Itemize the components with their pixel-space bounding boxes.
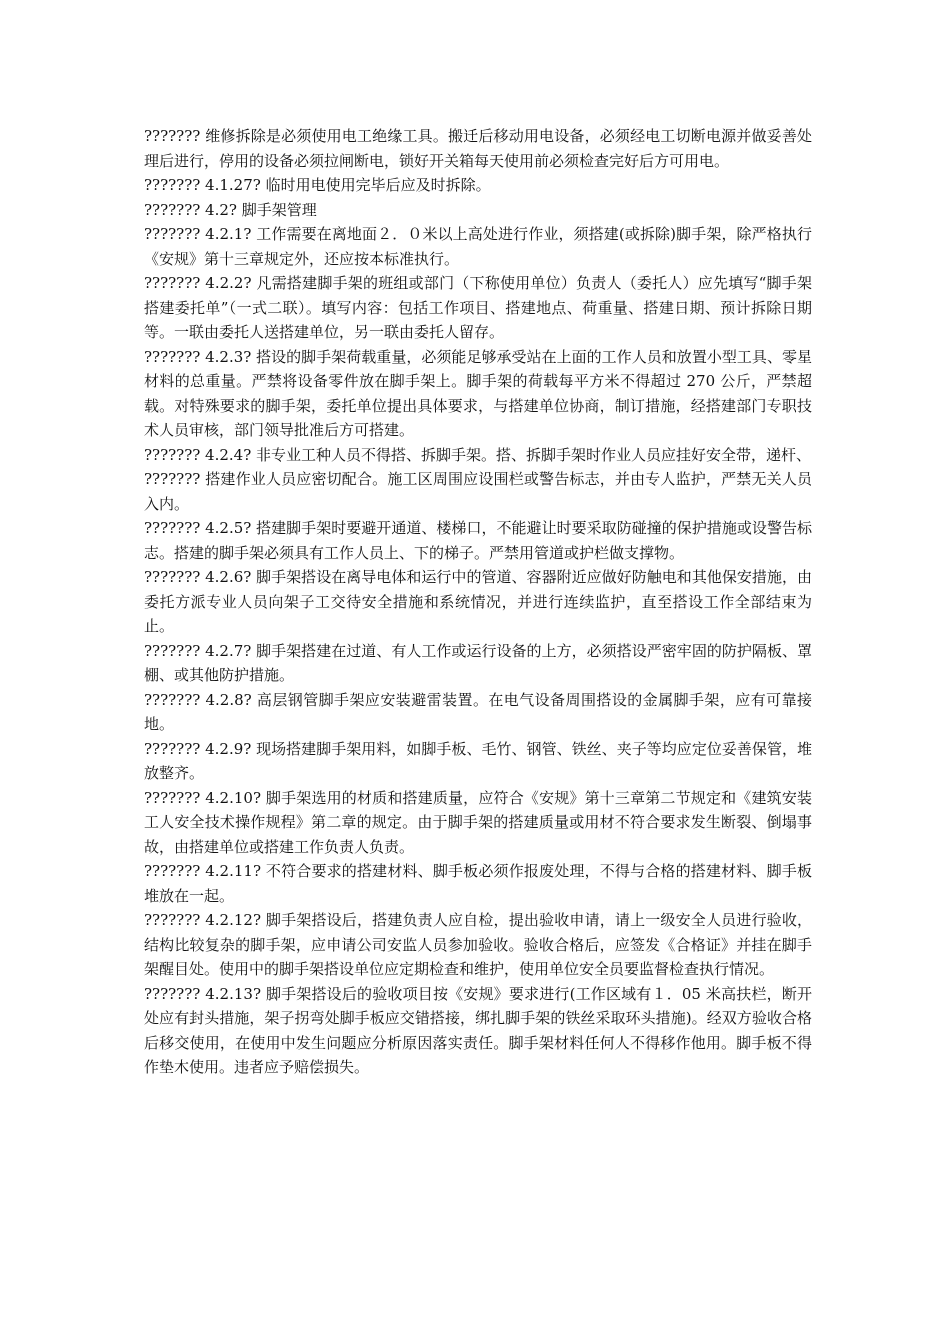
paragraph: ??????? 4.2.13? 脚手架搭设后的验收项目按《安规》要求进行(工作区域有１．05 米高扶栏，断开处应有封头措施，架子拐弯处脚手板应交错搭接，绑扎脚手架的铁丝采取环头措施)。经双方验收合格后移交使用，在使用中发生问题应分析原因落实责任。脚手架材料任何人不得移作他用。脚手板不得作垫木使用。违者应予赔偿损失。 (144, 984, 812, 1076)
paragraph: ??????? 4.2.4? 非专业工种人员不得搭、拆脚手架。搭、拆脚手架时作业人员应挂好安全带，递杆、 (144, 445, 812, 464)
paragraph: ??????? 4.2.6? 脚手架搭设在离导电体和运行中的管道、容器附近应做好防触电和其他保安措施，由委托方派专业人员向架子工交待安全措施和系统情况，并进行连续监护，直至搭设工作全部结束为止。 (144, 568, 812, 635)
paragraph: ??????? 搭建作业人员应密切配合。施工区周围应设围栏或警告标志，并由专人监护，严禁无关人员入内。 (144, 470, 812, 513)
paragraph: ??????? 4.2.3? 搭设的脚手架荷载重量，必须能足够承受站在上面的工作人员和放置小型工具、零星材料的总重量。严禁将设备零件放在脚手架上。脚手架的荷载每平方米不得超过 270 公斤，严禁超载。对特殊要求的脚手架，委托单位提出具体要求，与搭建单位协商，制订措施，经搭建部门专职技术人员审核，部门领导批准后方可搭建。 (144, 347, 812, 439)
paragraph: ??????? 4.2.1? 工作需要在离地面２．０米以上高处进行作业，须搭建(或拆除)脚手架，除严格执行《安规》第十三章规定外，还应按本标准执行。 (144, 225, 812, 268)
section-heading: ??????? 4.2? 脚手架管理 (144, 200, 317, 219)
document-body (144, 124, 812, 1080)
paragraph: ??????? 4.1.27? 临时用电使用完毕后应及时拆除。 (144, 176, 491, 194)
paragraph: ??????? 4.2.12? 脚手架搭设后，搭建负责人应自检，提出验收申请，请上一级安全人员进行验收，结构比较复杂的脚手架，应申请公司安监人员参加验收。验收合格后，应签发《合格证》并挂在脚手架醒目处。使用中的脚手架搭设单位应定期检查和维护，使用单位安全员要监督检查执行情况。 (144, 911, 812, 978)
paragraph: ??????? 4.2.7? 脚手架搭建在过道、有人工作或运行设备的上方，必须搭设严密牢固的防护隔板、罩棚、或其他防护措施。 (144, 641, 812, 684)
paragraph: ??????? 4.2.2? 凡需搭建脚手架的班组或部门（下称使用单位）负责人（委托人）应先填写“脚手架搭建委托单”（一式二联）。填写内容：包括工作项目、搭建地点、荷重量、搭建日期、预计拆除日期等。一联由委托人送搭建单位，另一联由委托人留存。 (144, 274, 812, 341)
paragraph: ??????? 4.2.10? 脚手架选用的材质和搭建质量，应符合《安规》第十三章第二节规定和《建筑安装工人安全技术操作规程》第二章的规定。由于脚手架的搭建质量或用材不符合要求发生断裂、倒塌事故，由搭建单位或搭建工作负责人负责。 (144, 788, 812, 856)
paragraph: ??????? 维修拆除是必须使用电工绝缘工具。搬迁后移动用电设备，必须经电工切断电源并做妥善处理后进行，停用的设备必须拉闸断电，锁好开关箱每天使用前必须检查完好后方可用电。 (144, 127, 812, 170)
paragraph: ??????? 4.2.5? 搭建脚手架时要避开通道、楼梯口，不能避让时要采取防碰撞的保护措施或设警告标志。搭建的脚手架必须具有工作人员上、下的梯子。严禁用管道或护栏做支撑物。 (144, 519, 812, 562)
paragraph: ??????? 4.2.8? 高层钢管脚手架应安装避雷装置。在电气设备周围搭设的金属脚手架，应有可靠接地。 (144, 690, 812, 733)
paragraph: ??????? 4.2.9? 现场搭建脚手架用料，如脚手板、毛竹、钢管、铁丝、夹子等均应定位妥善保管，堆放整齐。 (144, 739, 812, 782)
paragraph: ??????? 4.2.11? 不符合要求的搭建材料、脚手板必须作报废处理，不得与合格的搭建材料、脚手板堆放在一起。 (144, 862, 812, 905)
